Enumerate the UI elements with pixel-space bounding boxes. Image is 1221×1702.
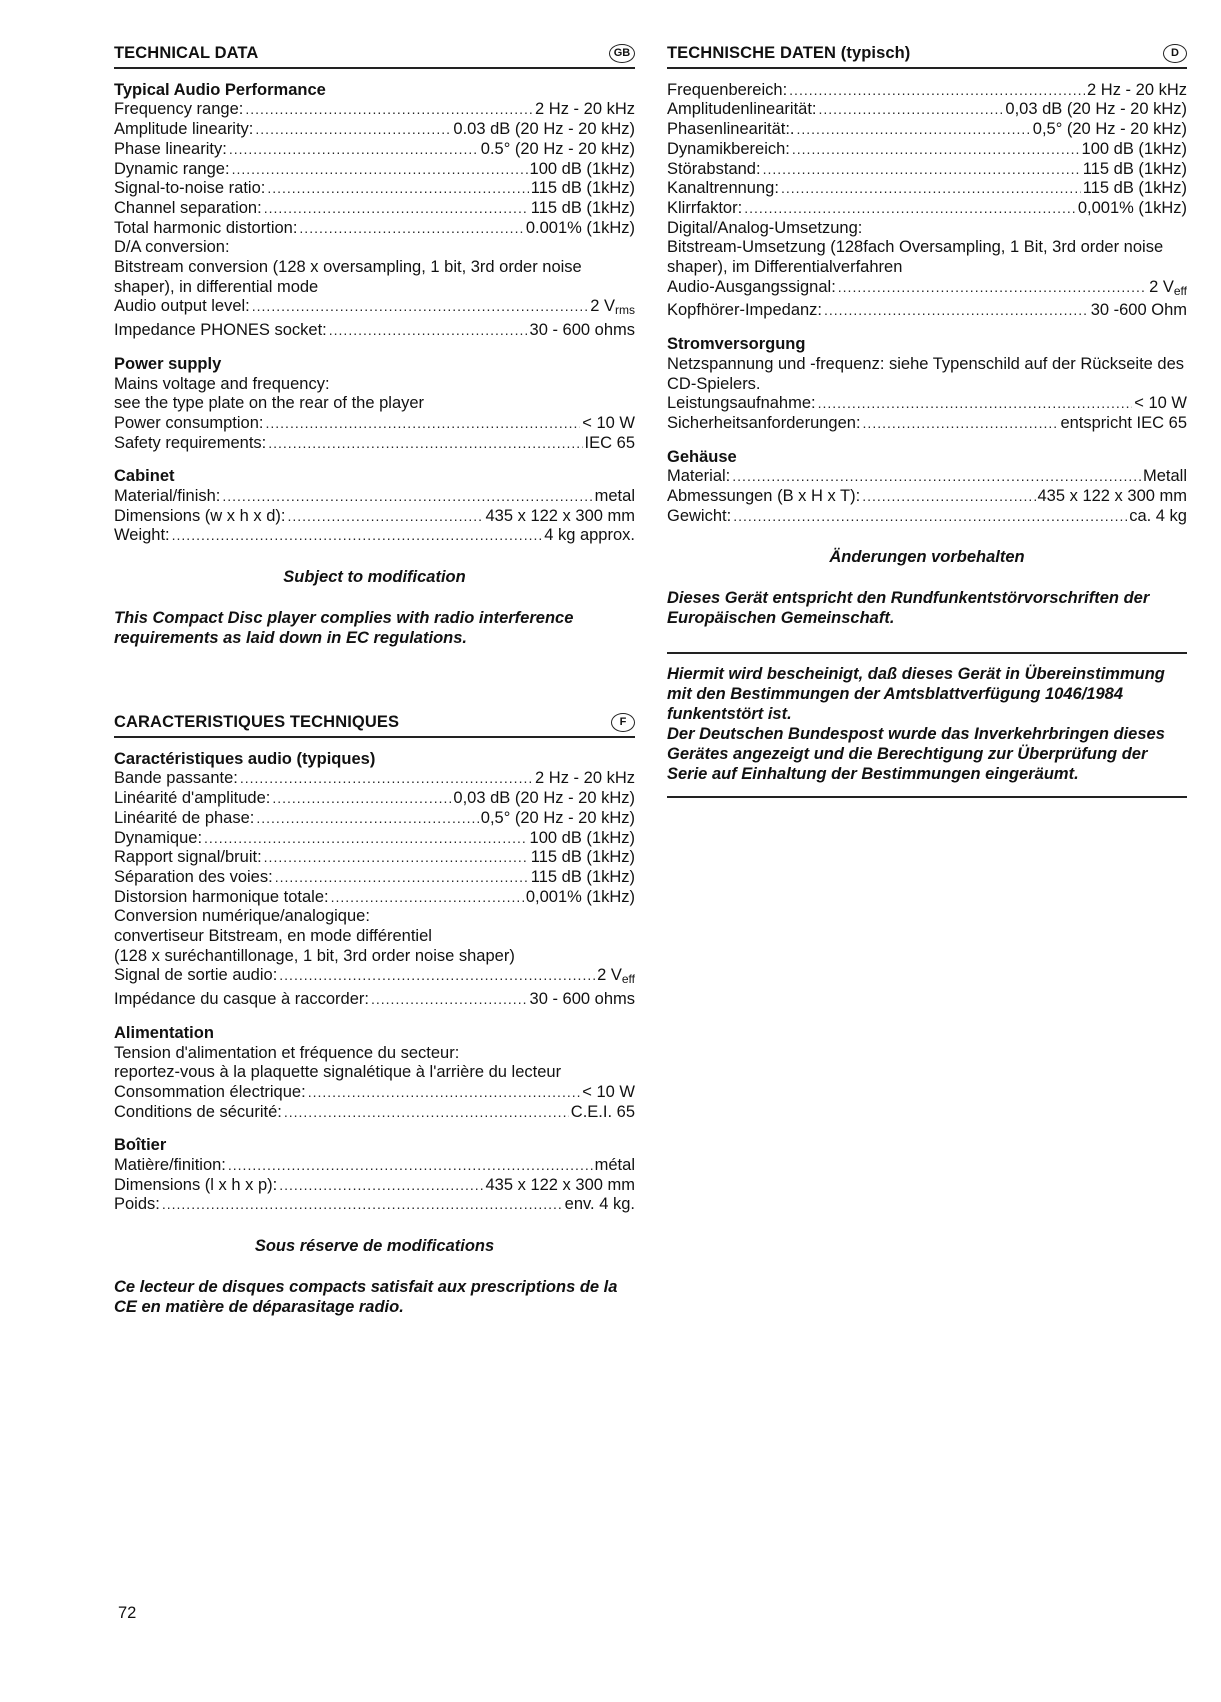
spec-row: Sicherheitsanforderungen: ..... entspricht IEC 65 — [667, 414, 1187, 434]
gb-cabinet-heading: Cabinet — [114, 467, 175, 486]
d-language-badge-icon: D — [1163, 44, 1187, 63]
f-da-text: (128 x suréchantillonage, 1 bit, 3rd order noise shaper) — [114, 946, 515, 965]
gb-title: TECHNICAL DATA — [114, 44, 259, 62]
spec-row: Leistungsaufnahme: ..... < 10 W — [667, 394, 1187, 414]
f-da-text: convertiseur Bitstream, en mode différentiel — [114, 927, 432, 946]
spec-row: Dimensions (w x h x d): ..... 435 x 122 x 300 mm — [114, 507, 635, 527]
f-title: CARACTERISTIQUES TECHNIQUES — [114, 713, 400, 731]
spec-row: Audio-Ausgangssignal: ..... 2 $V_{eff}$ — [667, 278, 1187, 302]
spec-row: Kopfhörer-Impedanz: ..... 30 -600 Ohm — [667, 301, 1187, 321]
spec-row: Audio output level: ..... 2 $V_{rms}$ — [114, 297, 635, 321]
spec-row: Consommation électrique: ..... < 10 W — [114, 1083, 635, 1103]
spec-row: Rapport signal/bruit: ..... 115 dB (1kHz) — [114, 848, 635, 868]
spec-row: Matière/finition: ..... métal — [114, 1156, 635, 1176]
spec-row: Linéarité d'amplitude: ..... 0,03 dB (20 Hz - 20 kHz) — [114, 789, 635, 809]
spec-row: Phasenlinearität:. ..... 0,5° (20 Hz - 20 kHz) — [667, 120, 1187, 140]
d-divider-top — [667, 652, 1187, 654]
d-power-heading: Stromversorgung — [667, 335, 806, 354]
d-cabinet-group — [667, 448, 1187, 527]
d-certification-note: Hiermit wird bescheinigt, daß dieses Gerät in Übereinstimmung mit den Bestimmungen der Amtsblattverfügung 1046/1984 funkentstört ist. — [667, 665, 1165, 724]
spec-row: Phase linearity: ..... 0.5° (20 Hz - 20 kHz) — [114, 140, 635, 160]
spec-row: Dynamikbereich: ..... 100 dB (1kHz) — [667, 140, 1187, 160]
spec-row: Amplitude linearity: ..... 0.03 dB (20 Hz - 20 kHz) — [114, 120, 635, 140]
gb-da-text: Bitstream conversion (128 x oversampling, 1 bit, 3rd order noise shaper), in differential mode — [114, 258, 582, 296]
d-modification-note: Änderungen vorbehalten — [829, 548, 1025, 567]
spec-row: Séparation des voies: ..... 115 dB (1kHz) — [114, 868, 635, 888]
d-header — [667, 44, 1187, 69]
gb-modification-note: Subject to modification — [283, 568, 466, 587]
spec-row: Frequenbereich: ..... 2 Hz - 20 kHz — [667, 81, 1187, 101]
spec-row: Power consumption: ..... < 10 W — [114, 414, 635, 434]
d-cabinet-heading: Gehäuse — [667, 447, 737, 466]
spec-row: Kanaltrennung: ..... 115 dB (1kHz) — [667, 179, 1187, 199]
gb-da-label: D/A conversion: — [114, 238, 230, 257]
spec-row: Signal de sortie audio: ..... 2 $V_{eff}$ — [114, 966, 635, 990]
spec-row: Dynamic range: ..... 100 dB (1kHz) — [114, 160, 635, 180]
spec-row: Bande passante: ..... 2 Hz - 20 kHz — [114, 769, 635, 789]
page-number: 72 — [118, 1604, 137, 1622]
gb-power-line: Mains voltage and frequency: — [114, 374, 330, 393]
spec-row: Impédance du casque à raccorder: ..... 30 - 600 ohms — [114, 990, 635, 1010]
gb-power-line: see the type plate on the rear of the player — [114, 394, 425, 413]
gb-header — [114, 44, 635, 69]
spec-row: Signal-to-noise ratio: ..... 115 dB (1kHz) — [114, 179, 635, 199]
d-divider-bottom — [667, 796, 1187, 798]
gb-language-badge-icon: GB — [609, 44, 635, 63]
d-power-group — [667, 335, 1187, 434]
d-title: TECHNISCHE DATEN (typisch) — [667, 44, 911, 62]
f-compliance-note: Ce lecteur de disques compacts satisfait aux prescriptions de la CE en matière de déparasitage radio. — [114, 1277, 618, 1316]
f-power-line: Tension d'alimentation et fréquence du secteur: — [114, 1043, 460, 1062]
spec-row: Störabstand: ..... 115 dB (1kHz) — [667, 160, 1187, 180]
spec-row: Poids: ..... env. 4 kg. — [114, 1195, 635, 1215]
spec-row: Channel separation: ..... 115 dB (1kHz) — [114, 199, 635, 219]
f-header — [114, 713, 635, 738]
f-audio-heading: Caractéristiques audio (typiques) — [114, 749, 376, 768]
f-language-badge-icon: F — [611, 713, 635, 732]
f-da-label: Conversion numérique/analogique: — [114, 907, 370, 926]
spec-row: Gewicht: ..... ca. 4 kg — [667, 507, 1187, 527]
f-modification-note: Sous réserve de modifications — [254, 1237, 495, 1256]
gb-power-group — [114, 355, 635, 454]
gb-audio-heading: Typical Audio Performance — [114, 80, 326, 99]
spec-row: Material/finish: ..... metal — [114, 487, 635, 507]
d-audio-group — [667, 81, 1187, 321]
d-compliance-note: Dieses Gerät entspricht den Rundfunkentstörvorschriften der Europäischen Gemeinschaft. — [667, 589, 1150, 628]
spec-row: Dynamique: ..... 100 dB (1kHz) — [114, 829, 635, 849]
section-f — [114, 713, 635, 1317]
spec-row: Safety requirements: ..... IEC 65 — [114, 434, 635, 454]
spec-row: Weight: ..... 4 kg approx. — [114, 526, 635, 546]
gb-compliance-note: This Compact Disc player complies with radio interference requirements as laid down in EC regulations. — [114, 608, 574, 647]
section-gb — [114, 44, 635, 648]
f-power-group — [114, 1024, 635, 1123]
spec-row: Impedance PHONES socket: ..... 30 - 600 ohms — [114, 321, 635, 341]
section-d — [667, 44, 1187, 798]
spec-row: Abmessungen (B x H x T): ..... 435 x 122 x 300 mm — [667, 487, 1187, 507]
d-da-label: Digital/Analog-Umsetzung: — [667, 218, 863, 237]
spec-row: Total harmonic distortion: ..... 0.001% (1kHz) — [114, 219, 635, 239]
spec-row: Conditions de sécurité: ..... C.E.I. 65 — [114, 1103, 635, 1123]
gb-audio-group — [114, 81, 635, 341]
spec-row: Klirrfaktor: ..... 0,001% (1kHz) — [667, 199, 1187, 219]
d-power-text: Netzspannung und -frequenz: siehe Typenschild auf der Rückseite des CD-Spielers. — [667, 354, 1185, 393]
spec-row: Material: ..... Metall — [667, 467, 1187, 487]
spec-row: Linéarité de phase: ..... 0,5° (20 Hz - 20 kHz) — [114, 809, 635, 829]
gb-cabinet-group — [114, 467, 635, 546]
gb-power-heading: Power supply — [114, 354, 222, 373]
d-da-text: Bitstream-Umsetzung (128fach Oversampling, 1 Bit, 3rd order noise shaper), im Differentialverfahren — [667, 238, 1164, 277]
f-cabinet-heading: Boîtier — [114, 1136, 167, 1155]
d-certification-note: Der Deutschen Bundespost wurde das Inverkehrbringen dieses Gerätes angezeigt und die Berechtigung zur Überprüfung der Serie auf Einhaltung der Bestimmungen eingeräumt. — [667, 725, 1165, 784]
f-cabinet-group — [114, 1136, 635, 1215]
gb-audio-rows — [114, 100, 635, 238]
f-power-heading: Alimentation — [114, 1023, 214, 1042]
spec-row: Frequency range: ..... 2 Hz - 20 kHz — [114, 100, 635, 120]
spec-row: Distorsion harmonique totale: ..... 0,001% (1kHz) — [114, 888, 635, 908]
f-audio-group — [114, 750, 635, 1010]
spec-row: Amplitudenlinearität: ..... 0,03 dB (20 Hz - 20 kHz) — [667, 100, 1187, 120]
spec-row: Dimensions (l x h x p): ..... 435 x 122 x 300 mm — [114, 1176, 635, 1196]
f-power-line: reportez-vous à la plaquette signalétique à l'arrière du lecteur — [114, 1063, 562, 1082]
